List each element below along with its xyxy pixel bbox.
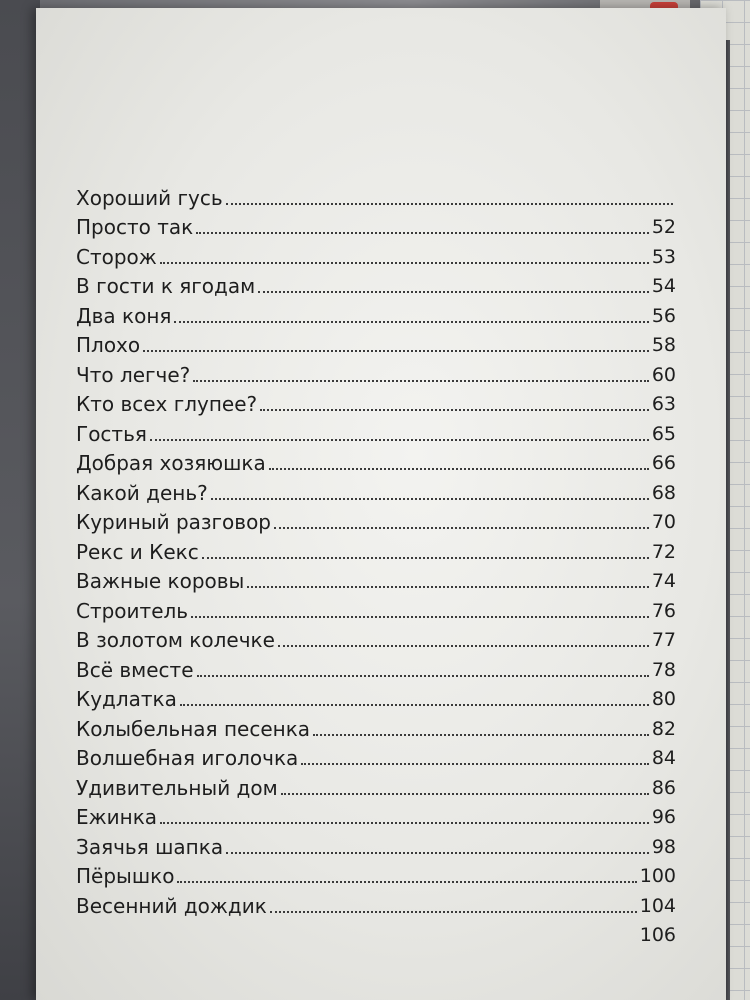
toc-entry-page-number: 86 xyxy=(651,776,676,799)
toc-dot-leader xyxy=(226,199,673,205)
toc-entry xyxy=(76,473,676,503)
toc-entry xyxy=(76,886,676,916)
toc-entry-title: Пёрышко xyxy=(76,864,175,888)
toc-entry-page-number: 78 xyxy=(651,658,676,681)
toc-entry xyxy=(76,768,676,798)
toc-dot-leader xyxy=(143,346,649,352)
toc-entry-page-number: 76 xyxy=(651,599,676,622)
toc-entry-page-number: 82 xyxy=(651,717,676,740)
toc-dot-leader xyxy=(196,228,649,234)
toc-dot-leader xyxy=(313,730,649,736)
toc-entry-title: Что легче? xyxy=(76,362,191,387)
toc-entry-title: Заячья шапка xyxy=(76,834,224,859)
toc-dot-leader xyxy=(211,494,649,500)
toc-dot-leader xyxy=(177,877,636,883)
toc-entry-title: Кудлатка xyxy=(76,687,177,711)
toc-entry-page-number: 74 xyxy=(651,570,676,592)
toc-entry-page-number: 53 xyxy=(651,245,676,268)
toc-entry-title: Важные коровы xyxy=(76,569,245,593)
toc-entry-title: Удивительный дом xyxy=(76,775,278,800)
toc-dot-leader xyxy=(301,759,648,765)
toc-entry-page-number: 68 xyxy=(651,481,676,504)
toc-entry xyxy=(76,267,676,297)
toc-entry xyxy=(76,739,676,769)
toc-entry-title: Всё вместе xyxy=(76,657,194,682)
toc-entry xyxy=(76,208,676,238)
toc-entry-title: Плохо xyxy=(76,333,141,357)
toc-dot-leader xyxy=(180,700,649,706)
toc-entry-page-number: 70 xyxy=(651,511,676,533)
toc-entry xyxy=(76,827,676,857)
toc-dot-leader xyxy=(226,848,649,854)
toc-entry-title: В гости к ягодам xyxy=(76,274,256,298)
toc-dot-leader xyxy=(274,523,649,529)
toc-entry xyxy=(76,680,676,710)
toc-entry-page-number: 66 xyxy=(651,452,676,474)
toc-entry-page-number: 60 xyxy=(651,363,676,386)
toc-entry-page-number: 96 xyxy=(651,806,676,828)
toc-entry-title: Сторож xyxy=(76,244,157,269)
toc-dot-leader xyxy=(247,582,648,588)
toc-dot-leader xyxy=(174,317,648,323)
toc-entry-title: Куриный разговор xyxy=(76,510,271,534)
toc-dot-leader xyxy=(150,435,649,441)
toc-dot-leader xyxy=(160,818,649,824)
toc-entry xyxy=(76,532,676,562)
toc-entry xyxy=(76,650,676,680)
toc-entry-title: Гостья xyxy=(76,421,147,446)
toc-entry-title: Кто всех глупее? xyxy=(76,392,258,416)
toc-entry-page-number: 72 xyxy=(651,540,676,563)
toc-entry xyxy=(76,621,676,651)
toc-entry xyxy=(76,237,676,267)
toc-dot-leader xyxy=(197,671,649,677)
toc-entry xyxy=(76,444,676,474)
toc-entry-title: Хороший гусь xyxy=(76,185,223,210)
toc-entry-page-number: 98 xyxy=(651,835,676,858)
toc-dot-leader xyxy=(270,907,637,913)
toc-entry-title: Просто так xyxy=(76,215,194,239)
toc-entry-page-number: 104 xyxy=(639,894,676,917)
toc-dot-leader xyxy=(160,258,649,264)
toc-entry-page-number: 77 xyxy=(651,629,676,651)
toc-dot-leader xyxy=(278,641,649,647)
toc-entry-title: Колыбельная песенка xyxy=(76,716,311,741)
toc-entry xyxy=(76,326,676,356)
toc-entry xyxy=(76,355,676,385)
toc-entry xyxy=(76,591,676,621)
toc-entry xyxy=(76,562,676,592)
table-of-contents xyxy=(76,178,676,945)
toc-entry-page-number: 84 xyxy=(651,747,676,769)
toc-entry-title: Ежинка xyxy=(76,805,158,829)
book-page xyxy=(36,8,726,1000)
toc-dot-leader xyxy=(281,789,649,795)
toc-entry-page-number: 56 xyxy=(651,304,676,327)
toc-entry-title: В золотом колечке xyxy=(76,628,275,652)
toc-entry xyxy=(76,916,676,946)
toc-entry-page-number: 54 xyxy=(651,275,676,297)
toc-entry xyxy=(76,414,676,444)
toc-dot-leader xyxy=(260,405,649,411)
toc-entry xyxy=(76,798,676,828)
toc-entry-page-number: 63 xyxy=(651,393,676,415)
toc-entry-page-number: 52 xyxy=(651,216,676,238)
toc-dot-leader xyxy=(191,612,649,618)
toc-entry-title: Весенний дождик xyxy=(76,893,267,918)
toc-dot-leader xyxy=(193,376,649,382)
toc-entry-title: Волшебная иголочка xyxy=(76,746,299,770)
toc-dot-leader xyxy=(258,287,649,293)
toc-entry xyxy=(76,178,676,208)
toc-entry-page-number: 106 xyxy=(639,924,676,946)
toc-entry-page-number: 100 xyxy=(639,865,676,887)
toc-entry-title: Добрая хозяюшка xyxy=(76,451,266,475)
toc-entry xyxy=(76,503,676,533)
toc-entry xyxy=(76,857,676,887)
background-left-book xyxy=(0,0,40,1000)
toc-entry xyxy=(76,385,676,415)
toc-entry-page-number: 80 xyxy=(651,688,676,710)
toc-entry-page-number: 58 xyxy=(651,334,676,356)
toc-entry-title: Какой день? xyxy=(76,480,208,505)
toc-entry xyxy=(76,296,676,326)
toc-entry-title: Рекс и Кекс xyxy=(76,539,199,564)
toc-entry xyxy=(76,709,676,739)
toc-dot-leader xyxy=(269,464,649,470)
toc-entry-title: Два коня xyxy=(76,303,172,328)
toc-entry-title: Строитель xyxy=(76,598,189,623)
toc-entry-page-number: 65 xyxy=(651,422,676,445)
toc-dot-leader xyxy=(202,553,649,559)
